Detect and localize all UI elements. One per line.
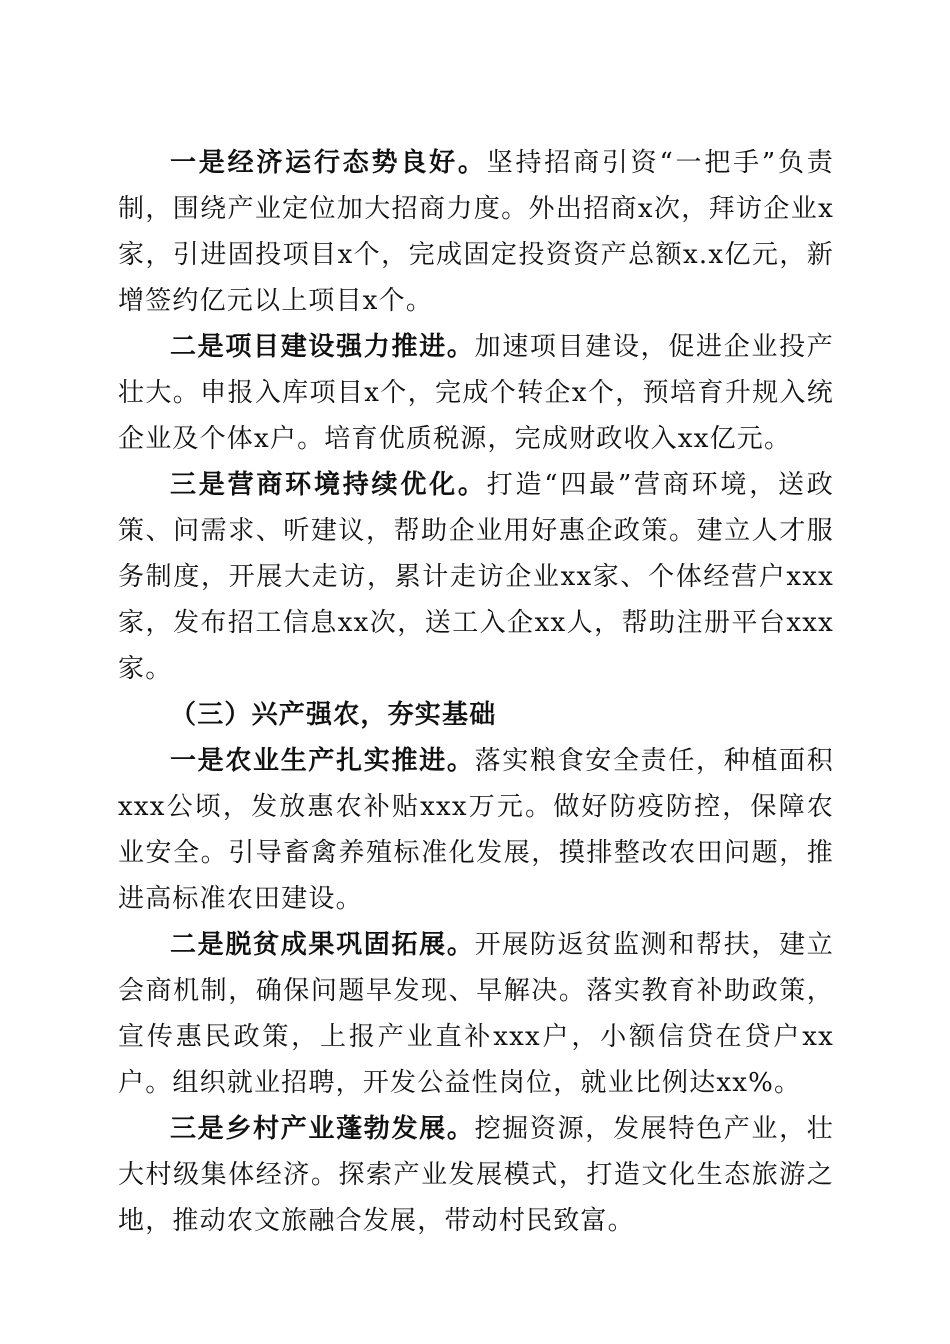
paragraph-text: 打造“四最”营商环境，送政策、问需求、听建议，帮助企业用好惠企政策。建立人才服务制度，开展大走访，累计走访企业xx家、个体经营户xxx家，发布招工信息xx次，送工入企xx人，帮助注册平台xxx家。 xyxy=(118,470,835,684)
paragraph-lead: 一是农业生产扎实推进。 xyxy=(170,746,475,776)
paragraph-lead: 一是经济运行态势良好。 xyxy=(170,148,487,178)
paragraph-business-environment xyxy=(118,462,834,692)
paragraph-text: 挖掘资源，发展特色产业，壮大村级集体经济。探索产业发展模式，打造文化生态旅游之地，推动农文旅融合发展，带动村民致富。 xyxy=(118,1114,834,1236)
paragraph-lead: 三是乡村产业蓬勃发展。 xyxy=(170,1114,475,1144)
paragraph-text: 落实粮食安全责任，种植面积xxx公顷，发放惠农补贴xxx万元。做好防疫防控，保障农业安全。引导畜禽养殖标准化发展，摸排整改农田问题，推进高标准农田建设。 xyxy=(118,746,834,914)
paragraph-agriculture xyxy=(118,738,834,922)
paragraph-projects xyxy=(118,324,834,462)
paragraph-poverty-alleviation xyxy=(118,922,834,1106)
paragraph-text: 坚持招商引资“一把手”负责制，围绕产业定位加大招商力度。外出招商x次，拜访企业x家，引进固投项目x个，完成固定投资资产总额x.x亿元，新增签约亿元以上项目x个。 xyxy=(118,148,835,316)
paragraph-text: 开展防返贫监测和帮扶，建立会商机制，确保问题早发现、早解决。落实教育补助政策，宣传惠民政策，上报产业直补xxx户，小额信贷在贷户xx户。组织就业招聘，开发公益性岗位，就业比例达xx%。 xyxy=(118,930,834,1098)
paragraph-lead: 三是营商环境持续优化。 xyxy=(170,470,487,500)
paragraph-economy xyxy=(118,140,834,324)
paragraph-lead: 二是项目建设强力推进。 xyxy=(170,332,475,362)
section-heading: （三）兴产强农，夯实基础 xyxy=(170,700,497,730)
paragraph-rural-industry xyxy=(118,1106,834,1244)
paragraph-text: 加速项目建设，促进企业投产壮大。申报入库项目x个，完成个转企x个，预培育升规入统企业及个体x户。培育优质税源，完成财政收入xx亿元。 xyxy=(118,332,834,454)
paragraph-lead: 二是脱贫成果巩固拓展。 xyxy=(170,930,475,960)
document-body xyxy=(118,140,834,1244)
